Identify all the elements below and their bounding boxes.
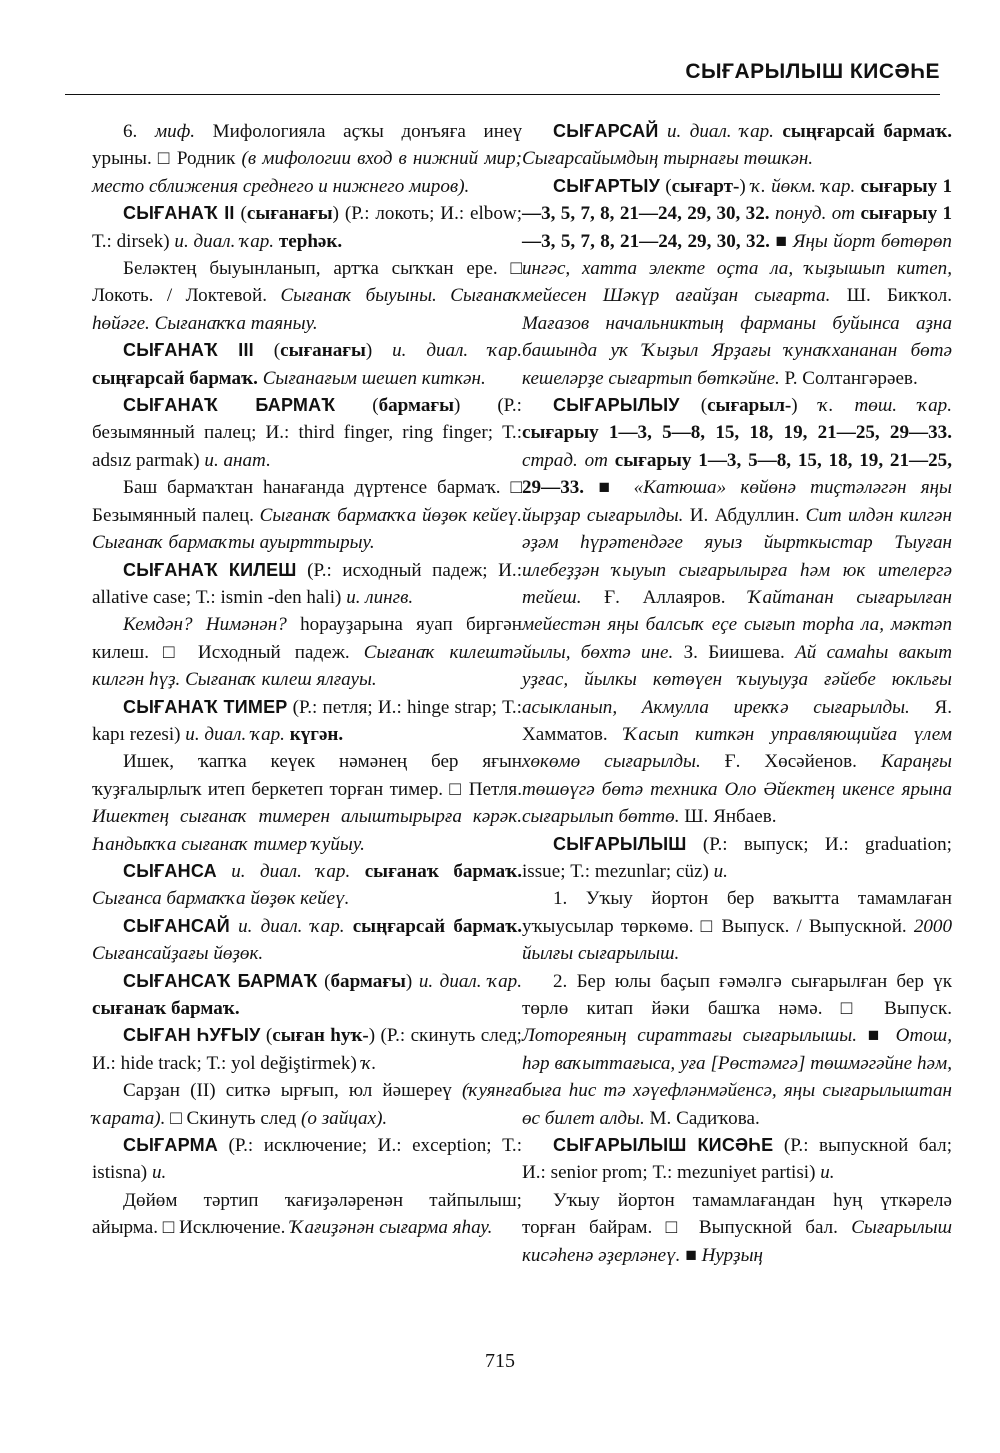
definition-paragraph: Дөйөм тәртип ҡағиҙәләренән тайпылыш; айырма. □ Исключение. Ҡағиҙәнән сығарма яһау.: [92, 1189, 522, 1239]
page-number: 715: [485, 1350, 515, 1372]
dictionary-entry: СЫҒАРСАЙ и. диал. ҡар. сыңғарсай бармаҡ. Сығарсайымдың тырнағы төшкән.: [522, 121, 952, 170]
example-quote: Ай самаһы вакыт уҙғас, йылкы көтөүен ҡыуыуҙа ғәйебе юкльғы асыкланып, Акмулла ирекҡә сығарылды.: [522, 641, 952, 718]
left-column: [92, 118, 522, 1242]
dictionary-entry: СЫҒАНСАҠ БАРМАҠ (бармағы) и. диал. ҡар. сығанаҡ бармаҡ.: [92, 970, 522, 1019]
example-quote: Отош, һәр ваҡыттағыса, уға [Рөстәмгә] төшмәгәйне һәм, быға һис тә хәүефләнмәйенсә, яңы сығарылыштан өс билет алды.: [522, 1025, 952, 1129]
sense-paragraph: 6. миф. Мифологияла аҫҡы донъяға инеү урыны. □ Родник (в мифологии вход в нижний мир; место сближения среднего и нижнего миров).: [92, 121, 522, 197]
cross-reference: сыңғарсай бармаҡ.: [352, 915, 522, 937]
quote-author: З. Биишева.: [673, 641, 796, 663]
cross-reference: сыңғарсай бармаҡ.: [92, 367, 258, 389]
example-quote: Мағазов начальниктың фарманы буйынса аҙна башында уҡ Ҡыҙыл Ярҙағы ҡунаҡхананан бөтә кешеләрҙе сығартып бөткәйне.: [522, 312, 952, 389]
headword: СЫҒАРЫЛЫУ: [553, 395, 680, 416]
quote-author: Ғ. Хөсәйенов.: [700, 751, 881, 773]
example-quote: Яңы йорт бөтөрөп ингәс, хатта электе оҫта ла, ҡыҙышып китеп, мейесен Шәкүр ағайҙан сығарта.: [522, 230, 952, 307]
headword: СЫҒАНАҠ II: [123, 203, 235, 224]
cross-reference: сығанаҡ бармаҡ.: [364, 860, 522, 882]
cross-reference: терһәк.: [278, 230, 343, 252]
definition-paragraph: Баш бармаҡтан һанағанда дүртенсе бармаҡ. □ Безымянный палец. Сығанаҡ бармаҡҡа йөҙөк кейеү. Сығанаҡ бармаҡты ауырттырыу.: [92, 477, 523, 554]
headword: СЫҒАРЫЛЫШ: [553, 833, 687, 854]
definition-paragraph: Ишек, ҡапҡа кеүек нәмәнең бер яғын ҡуҙғалырлыҡ итеп беркетеп торған тимер. □ Петля. Ишектең сығанаҡ тимерен алыштырырға кәрәк. Һандыҡҡа сығанаҡ тимер ҡуйыу.: [92, 751, 522, 855]
cross-reference: сыңғарсай бармаҡ.: [782, 121, 952, 142]
sense-paragraph: 1. Уҡыу йортон бер ваҡытта тамамлаған уҡыусылар төркөмө. □ Выпуск. / Выпускной. 2000 йылғы сығарылыш.: [522, 888, 952, 965]
headword: СЫҒАРТЫУ: [553, 175, 661, 196]
definition-paragraph: Уҡыу йортон тамамлағандан һуң үткәрелә торған байрам. □ Выпускной бал. Сығарылыш кисәһенә әҙерләнеү. ■ Нурҙың: [522, 1189, 952, 1266]
headword: СЫҒАНСА: [123, 860, 217, 881]
example-quote: Ҡасып киткән управляющийға үлем хөкөмө сығарылды.: [522, 723, 952, 773]
dictionary-entry: СЫҒАНСАЙ и. диал. ҡар. сыңғарсай бармаҡ. Сығансайҙағы йөҙөк.: [92, 915, 522, 965]
headword: СЫҒАНСАЙ: [123, 915, 230, 936]
headword: СЫҒАНАҠ III: [123, 340, 254, 361]
dictionary-entry: СЫҒАНАҠ ТИМЕР (Р.: петля; И.: hinge strap; Т.: kapı rezesi) и. диал. ҡар. күгән.: [92, 696, 522, 745]
quote-author: М. Садиҡова.: [644, 1107, 760, 1129]
dictionary-entry: СЫҒАРТЫУ (сығарт-) ҡ. йөкм. ҡар. сығарыу 1—3, 5, 7, 8, 21—24, 29, 30, 32. понуд. от сығарыу 1—3, 5, 7, 8, 21—24, 29, 30, 32. ■ Яңы йорт бөтөрөп ингәс, хатта электе оҫта ла, ҡыҙышып китеп, мейесен Шәкүр ағайҙан сығарта. Ш. Бикҡол. Мағазов начальниктың фарманы буйынса аҙна башында уҡ Ҡыҙыл Ярҙағы ҡунаҡхананан бөтә кешеләрҙе сығартып бөткәйне. Р. Солтангәрәев.: [522, 175, 953, 389]
definition-paragraph: Сарҙан (II) ситкә ырғып, юл йәшереү (ҡуянға ҡарата). □ Скинуть след (о зайцах).: [92, 1080, 522, 1129]
cross-reference: сығанаҡ бармаҡ.: [92, 998, 240, 1019]
header-rule: [65, 94, 940, 95]
quote-author: И. Абдуллин.: [683, 504, 806, 526]
dictionary-entry: СЫҒАРМА (Р.: исключение; И.: exception; Т.: istisna) и.: [92, 1135, 522, 1184]
dictionary-entry: СЫҒАНАҠ КИЛЕШ (Р.: исходный падеж; И.: allative case; Т.: ismin -den hali) и. лингв.: [92, 559, 522, 608]
cross-reference: күгән.: [289, 723, 344, 745]
headword: СЫҒАНСАҠ БАРМАҠ: [123, 970, 318, 991]
cross-reference: сығарыу 1—3, 5, 7, 8, 21—24, 29, 30, 32.: [522, 175, 953, 225]
example-quote: Караңғы төшөүгә бөтә техника Оло Әйектең икенсе ярына сығарылып бөттө.: [522, 751, 952, 828]
example-quote: Ҡайтанан сығарылған мейестән яңы балсыҡ еҫе сығып торһа ла, мәктәп йылы, бөхтә ине.: [522, 586, 952, 663]
headword: СЫҒАН ҺУҒЫУ: [123, 1025, 261, 1046]
quote-author: Ш. Бикҡол.: [830, 285, 952, 307]
dictionary-entry: СЫҒАНАҠ БАРМАҠ (бармағы) (Р.: безымянный палец; И.: third finger, ring finger; Т.: adsız parmak) и. анат.: [92, 395, 522, 471]
dictionary-entry: СЫҒАН ҺУҒЫУ (сыған һуҡ-) (Р.: скинуть след; И.: hide track; Т.: yol değiştirmek) ҡ.: [92, 1025, 522, 1074]
dictionary-entry: СЫҒАРЫЛЫУ (сығарыл-) ҡ. төш. ҡар. сығарыу 1—3, 5—8, 15, 18, 19, 21—25, 29—33. страд. от сығарыу 1—3, 5—8, 15, 18, 19, 21—25, 29—33. ■ «Катюша» көйөнә тиҫтәләгән яңы йырҙар сығарылды. И. Абдуллин. Сит илдән килгән әҙәм һүрәтендәге яуыз йырткыстар Тыуған илебеҙҙән ҡыуып сығарылырға һәм юк ителергә тейеш. Ғ. Аллаяров. Ҡайтанан сығарылған мейестән яңы балсыҡ еҫе сығып торһа ла, мәктәп йылы, бөхтә ине. З. Биишева. Ай самаһы вакыт уҙғас, йылкы көтөүен ҡыуыуҙа ғәйебе юкльғы асыкланып, Акмулла ирекҡә сығарылды. Я. Хамматов. Ҡасып киткән управляющийға үлем хөкөмө сығарылды. Ғ. Хөсәйенов. Караңғы төшөүгә бөтә техника Оло Әйектең икенсе ярына сығарылып бөттө. Ш. Янбаев.: [522, 395, 952, 828]
sense-paragraph: 2. Бер юлы баҫып ғәмәлгә сығарылған бер үк төрлө китап йәки башҡа нәмә. □ Выпуск. Лотореяның сираттағы сығарылышы. ■ Отош, һәр ваҡыттағыса, уға [Рөстәмгә] төшмәгәйне һәм, быға һис тә хәүефләнмәйенсә, яңы сығарылыштан өс билет алды. М. Садиҡова.: [522, 970, 952, 1129]
quote-author: Ғ. Аллаяров.: [581, 586, 749, 608]
headword: СЫҒАРМА: [123, 1135, 218, 1156]
definition-paragraph: Беләктең быуынланып, артҡа сыҡҡан ере. □ Локоть. / Локтевой. Сығанаҡ быуыны. Сығанаҡ һөйәге. Сығанаҡҡа таяныу.: [92, 258, 522, 334]
cross-reference: сығарыу 1—3, 5—8, 15, 18, 19, 21—25, 29—33.: [522, 422, 952, 444]
running-title: СЫҒАРЫЛЫШ КИСӘҺЕ: [685, 60, 940, 83]
example-quote: Сит илдән килгән әҙәм һүрәтендәге яуыз йырткыстар Тыуған илебеҙҙән ҡыуып сығарылырға һәм юк ителергә тейеш.: [522, 504, 952, 608]
headword: СЫҒАНАҠ КИЛЕШ: [123, 559, 297, 580]
quote-author: Р. Солтангәрәев.: [779, 367, 918, 389]
headword: СЫҒАРСАЙ: [553, 121, 659, 141]
dictionary-entry: СЫҒАРЫЛЫШ КИСӘҺЕ (Р.: выпускной бал; И.: senior prom; Т.: mezuniyet partisi) и.: [522, 1135, 953, 1184]
headword: СЫҒАРЫЛЫШ КИСӘҺЕ: [553, 1135, 774, 1156]
dictionary-entry: СЫҒАНСА и. диал. ҡар. сығанаҡ бармаҡ. Сығанса бармаҡҡа йөҙөк кейеү.: [92, 860, 522, 910]
dictionary-entry: СЫҒАРЫЛЫШ (Р.: выпуск; И.: graduation; issue; Т.: mezunlar; cüz) и.: [522, 833, 952, 882]
quote-author: Ш. Янбаев.: [679, 806, 777, 828]
cross-reference: сығарыу 1—3, 5—8, 15, 18, 19, 21—25, 29—33.: [522, 449, 952, 499]
dictionary-entry: СЫҒАНАҠ II (сығанағы) (Р.: локоть; И.: elbow; Т.: dirsek) и. диал. ҡар. терһәк.: [92, 203, 522, 252]
example-quote: «Катюша» көйөнә тиҫтәләгән яңы йырҙар сығарылды.: [522, 477, 952, 526]
headword: СЫҒАНАҠ ТИМЕР: [123, 696, 288, 717]
definition-paragraph: Кемдән? Нимәнән? һорауҙарына яуап биргән килеш. □ Исходный падеж. Сығанаҡ килештә килгән һүҙ. Сығанаҡ килеш ялғауы.: [92, 614, 523, 691]
dictionary-entry: СЫҒАНАҠ III (сығанағы) и. диал. ҡар. сыңғарсай бармаҡ. Сығанағым шешеп киткән.: [92, 340, 523, 389]
right-column: [522, 118, 952, 1269]
cross-reference: сығарыу 1—3, 5, 7, 8, 21—24, 29, 30, 32.: [522, 203, 953, 252]
quote-author: Я. Хамматов.: [522, 696, 952, 745]
headword: СЫҒАНАҠ БАРМАҠ: [123, 395, 336, 416]
